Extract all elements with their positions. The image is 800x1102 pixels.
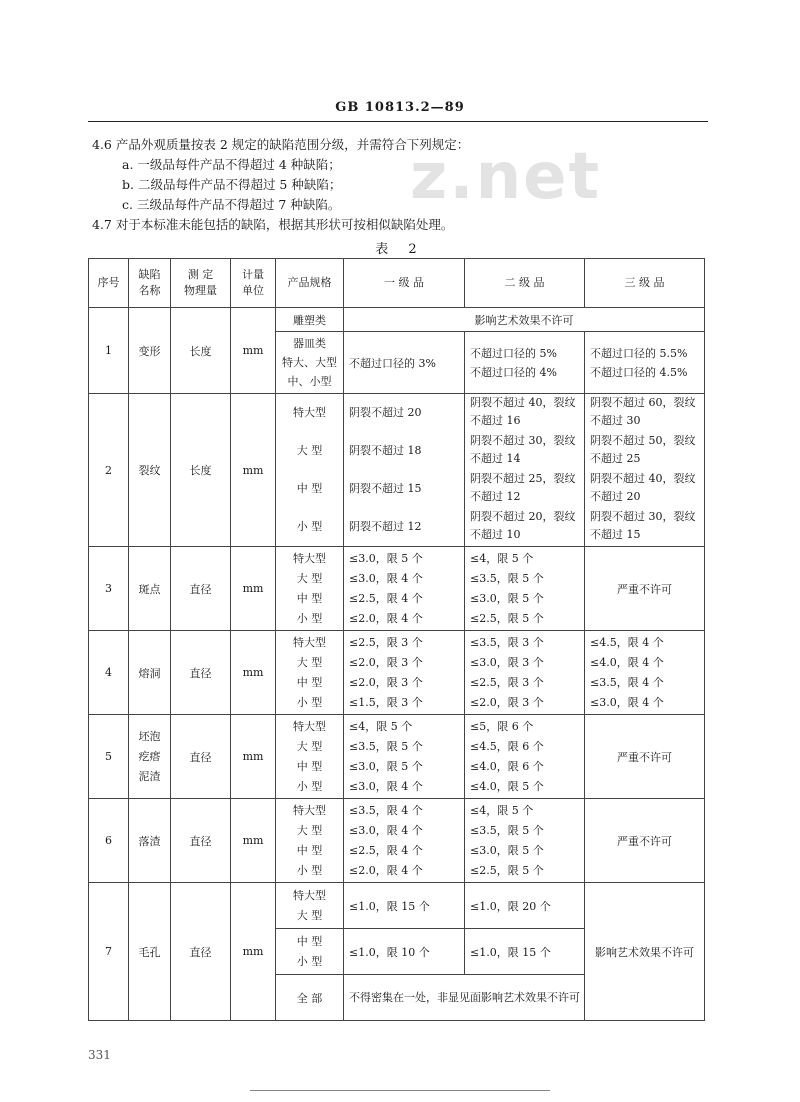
row6-specs [276,799,344,883]
row5-spec-xl: 特大型 [293,719,326,733]
row3-quantity: 直径 [171,547,231,631]
row7-spec-m: 中 型 [296,934,323,948]
row2-spec-m: 中 型 [296,482,323,495]
row6-grade2-s: ≤2.5，限 5 个 [470,863,544,877]
row6-grade1-m: ≤2.5，限 4 个 [349,843,423,857]
row5-grade2-s: ≤4.0，限 5 个 [470,779,544,793]
row4-grade3 [585,631,705,715]
row7-quantity: 直径 [171,883,231,1021]
row2-grade3 [585,394,705,547]
clause-4-6-item-a: a. 一级品每件产品不得超过 4 种缺陷； [122,157,341,172]
row3-spec-s: 小 型 [296,611,323,625]
row7-specs-small [276,929,344,975]
header-unit-line2: 单位 [242,284,264,297]
row3-grade1-m: ≤2.5，限 4 个 [349,591,423,605]
row2-no: 2 [89,394,129,547]
row2-grade1 [344,394,465,547]
row2-grade3-m: 阴裂不超过 40，裂纹不超过 20 [590,472,696,503]
row6-spec-s: 小 型 [296,863,323,877]
row4-unit: mm [231,631,276,715]
row2-grade2-s: 阴裂不超过 20，裂纹不超过 10 [470,510,576,541]
header-grade3: 三 级 品 [585,259,705,308]
row5-spec-m: 中 型 [296,759,323,773]
row3-name: 斑点 [129,547,171,631]
row1-grade2-small: 不超过口径的 4% [470,365,557,379]
clause-4-6-item-b: b. 二级品每件产品不得超过 5 种缺陷； [122,177,342,192]
row3-grade2-xl: ≤4，限 5 个 [470,551,534,565]
row2-grade2-xl: 阴裂不超过 40，裂纹不超过 16 [470,396,576,427]
row3-grade2-l: ≤3.5，限 5 个 [470,571,544,585]
clause-4-7: 4.7 对于本标准未能包括的缺陷，根据其形状可按相似缺陷处理。 [92,217,454,232]
header-defect-line1: 缺陷 [138,268,161,281]
row1-grade3-large: 不超过口径的 5.5% [590,346,688,360]
row2-quantity: 长度 [171,394,231,547]
row7-grade2-large: ≤1.0，限 20 个 [465,883,585,929]
row3-grade2-s: ≤2.5，限 5 个 [470,611,544,625]
table-header-row [89,259,705,308]
row6-grade2 [465,799,585,883]
row2-grade1-s: 阴裂不超过 12 [349,520,422,533]
row5-spec-l: 大 型 [296,739,323,753]
row4-spec-xl: 特大型 [293,635,326,649]
row5-grade3: 严重不许可 [585,715,705,799]
row5-grade1-xl: ≤4，限 5 个 [349,719,413,733]
row4-spec-m: 中 型 [296,675,323,689]
header-spec: 产品规格 [276,259,344,308]
row7-all-grade12: 不得密集在一处，非显见面影响艺术效果不许可 [344,975,585,1021]
row4-specs [276,631,344,715]
document-header: GB 10813.2—89 [335,100,465,115]
row6-quantity: 直径 [171,799,231,883]
row5-spec-s: 小 型 [296,779,323,793]
table-row [89,883,705,929]
row2-grade2 [465,394,585,547]
row7-grade1-small: ≤1.0，限 10 个 [344,929,465,975]
row4-grade1 [344,631,465,715]
row5-grade1 [344,715,465,799]
row4-grade3-l: ≤4.0，限 4 个 [590,655,664,669]
row4-grade1-m: ≤2.0，限 3 个 [349,675,423,689]
row7-spec-l: 大 型 [296,908,323,922]
table-row [89,799,705,883]
row6-grade3: 严重不许可 [585,799,705,883]
row3-grade2-m: ≤3.0，限 5 个 [470,591,544,605]
row4-grade2-l: ≤3.0，限 3 个 [470,655,544,669]
row3-spec-m: 中 型 [296,591,323,605]
row3-unit: mm [231,547,276,631]
table-caption: 表 2 [375,242,425,257]
row2-grade2-l: 阴裂不超过 30，裂纹不超过 14 [470,434,576,465]
row5-unit: mm [231,715,276,799]
row4-grade2-m: ≤2.5，限 3 个 [470,675,544,689]
row1-grade1: 不超过口径的 3% [344,332,465,394]
row4-grade3-m: ≤3.5，限 4 个 [590,675,664,689]
row7-spec-xl: 特大型 [293,888,326,902]
row5-grade2-l: ≤4.5，限 6 个 [470,739,544,753]
row7-spec-s: 小 型 [296,954,323,968]
defect-table [88,258,705,1021]
row1-grade2 [465,332,585,394]
watermark: z.net [410,140,602,214]
row1-spec-vessel-title: 器皿类 [293,337,326,350]
row2-unit: mm [231,394,276,547]
row1-no: 1 [89,308,129,394]
row2-grade2-m: 阴裂不超过 25，裂纹不超过 12 [470,472,576,503]
row7-grade3: 影响艺术效果不许可 [585,883,705,1021]
row5-quantity: 直径 [171,715,231,799]
row6-grade1-l: ≤3.0，限 4 个 [349,823,423,837]
table-row [89,631,705,715]
row3-grade3: 严重不许可 [585,547,705,631]
row6-spec-m: 中 型 [296,843,323,857]
header-quantity-line2: 物理量 [184,284,217,297]
clause-4-6-item-c: c. 三级品每件产品不得超过 7 种缺陷。 [122,197,341,212]
row4-grade2-s: ≤2.0，限 3 个 [470,695,544,709]
table-row [89,547,705,631]
row6-grade2-l: ≤3.5，限 5 个 [470,823,544,837]
table-row [89,715,705,799]
row5-name-2: 疙瘩 [138,749,161,763]
row5-name-1: 坯泡 [138,729,161,743]
row7-name: 毛孔 [129,883,171,1021]
row6-grade1-s: ≤2.0，限 4 个 [349,863,423,877]
row4-grade1-l: ≤2.0，限 3 个 [349,655,423,669]
row4-grade3-xl: ≤4.5，限 4 个 [590,635,664,649]
row5-grade2-xl: ≤5，限 6 个 [470,719,534,733]
row1-quantity: 长度 [171,308,231,394]
row2-spec-xl: 特大型 [293,406,326,419]
header-unit [231,259,276,308]
row4-grade1-s: ≤1.5，限 3 个 [349,695,423,709]
row1-spec-vessel [276,332,344,394]
row4-no: 4 [89,631,129,715]
clause-4-6: 4.6 产品外观质量按表 2 规定的缺陷范围分级，并需符合下列规定： [92,137,470,152]
row7-specs-large [276,883,344,929]
row1-name: 变形 [129,308,171,394]
row6-no: 6 [89,799,129,883]
row3-no: 3 [89,547,129,631]
row2-grade3-s: 阴裂不超过 30，裂纹不超过 15 [590,510,696,541]
row6-grade2-xl: ≤4，限 5 个 [470,803,534,817]
row5-grade1-s: ≤3.0，限 4 个 [349,779,423,793]
row1-sculpture-all-grades: 影响艺术效果不许可 [344,308,705,332]
row3-grade1-xl: ≤3.0，限 5 个 [349,551,423,565]
row1-grade3 [585,332,705,394]
header-quantity [171,259,231,308]
row6-grade1 [344,799,465,883]
row5-no: 5 [89,715,129,799]
row1-unit: mm [231,308,276,394]
row4-grade3-s: ≤3.0，限 4 个 [590,695,664,709]
header-grade2: 二 级 品 [465,259,585,308]
row5-grade2-m: ≤4.0，限 6 个 [470,759,544,773]
row6-grade1-xl: ≤3.5，限 4 个 [349,803,423,817]
row7-no: 7 [89,883,129,1021]
row3-spec-xl: 特大型 [293,551,326,565]
table-row [89,394,705,547]
row2-grade1-l: 阴裂不超过 18 [349,444,422,457]
header-defect-line2: 名称 [138,284,161,297]
row6-spec-l: 大 型 [296,823,323,837]
row2-grade3-xl: 阴裂不超过 60，裂纹不超过 30 [590,396,696,427]
table-row [89,308,705,332]
row4-grade1-xl: ≤2.5，限 3 个 [349,635,423,649]
row1-spec-large: 特大、大型 [282,356,337,369]
row3-grade1 [344,547,465,631]
row4-grade2 [465,631,585,715]
row4-grade2-xl: ≤3.5，限 3 个 [470,635,544,649]
page-number: 331 [88,1048,111,1062]
row2-grade1-m: 阴裂不超过 15 [349,482,422,495]
row2-spec-s: 小 型 [296,520,323,533]
row2-name: 裂纹 [129,394,171,547]
header-no: 序号 [89,259,129,308]
row1-grade2-large: 不超过口径的 5% [470,346,557,360]
row5-names [129,715,171,799]
row6-name: 落渣 [129,799,171,883]
row3-specs [276,547,344,631]
row1-spec-sculpture: 雕塑类 [276,308,344,332]
row2-grade3-l: 阴裂不超过 50，裂纹不超过 25 [590,434,696,465]
row4-quantity: 直径 [171,631,231,715]
header-grade1: 一 级 品 [344,259,465,308]
footer-rule [250,1090,550,1091]
header-unit-line1: 计量 [242,268,264,281]
row5-name-3: 泥渣 [138,769,161,783]
row5-specs [276,715,344,799]
header-defect-name [129,259,171,308]
row2-spec-l: 大 型 [296,444,323,457]
row7-spec-all: 全 部 [276,975,344,1021]
row6-grade2-m: ≤3.0，限 5 个 [470,843,544,857]
row7-grade2-small: ≤1.0，限 15 个 [465,929,585,975]
row3-grade1-l: ≤3.0，限 4 个 [349,571,423,585]
row4-spec-s: 小 型 [296,695,323,709]
row1-grade3-small: 不超过口径的 4.5% [590,365,688,379]
row2-specs [276,394,344,547]
header-quantity-line1: 测 定 [187,268,214,281]
row5-grade1-l: ≤3.5，限 5 个 [349,739,423,753]
row5-grade1-m: ≤3.0，限 5 个 [349,759,423,773]
row3-spec-l: 大 型 [296,571,323,585]
row7-grade1-large: ≤1.0，限 15 个 [344,883,465,929]
row5-grade2 [465,715,585,799]
row7-unit: mm [231,883,276,1021]
row6-unit: mm [231,799,276,883]
row1-spec-small: 中、小型 [287,375,332,388]
row4-spec-l: 大 型 [296,655,323,669]
row3-grade1-s: ≤2.0，限 4 个 [349,611,423,625]
row6-spec-xl: 特大型 [293,803,326,817]
header-rule [88,121,708,122]
row3-grade2 [465,547,585,631]
row4-name: 熔洞 [129,631,171,715]
row2-grade1-xl: 阴裂不超过 20 [349,406,422,419]
